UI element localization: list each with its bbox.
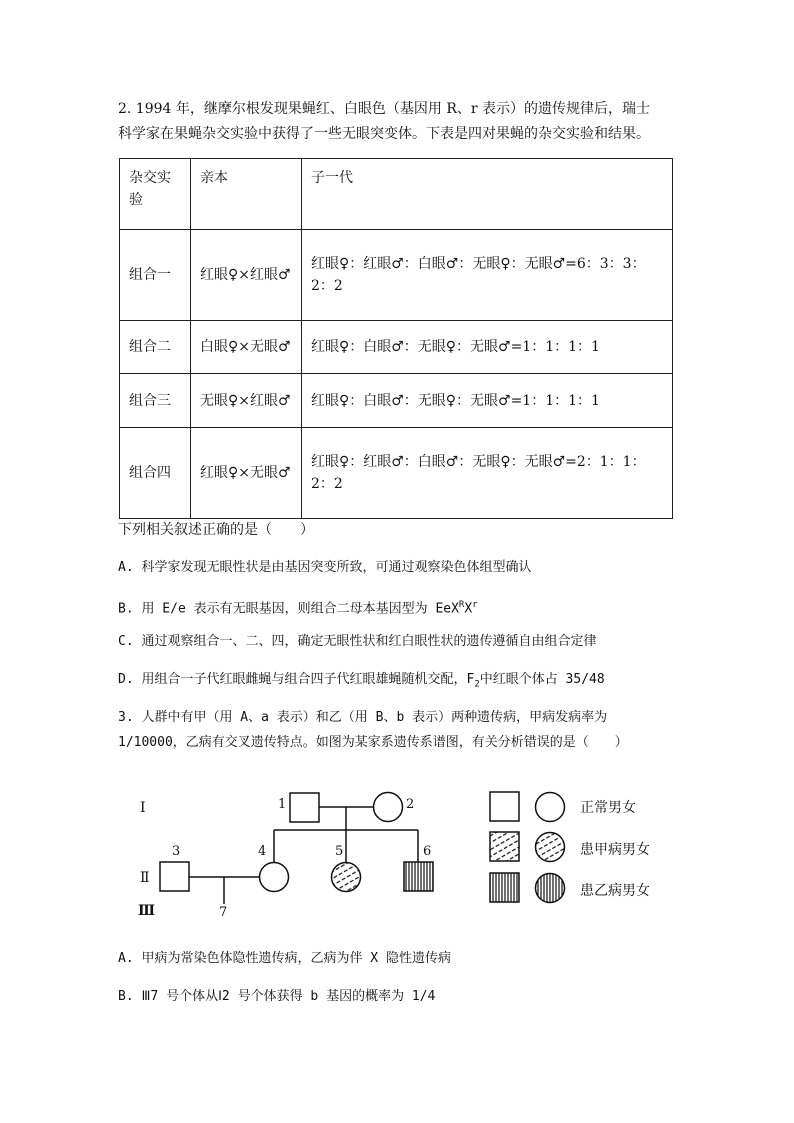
q2-intro-line2: 科学家在果蝇杂交实验中获得了一些无眼突变体。下表是四对果蝇的杂交实验和结果。 [118,126,650,142]
row-name: 组合二 [120,321,191,374]
individual-label-4: 4 [258,844,267,859]
individual-2-female [374,793,403,822]
table-row [120,321,673,374]
legend-disease-a-male [490,832,519,861]
q3-intro-line1: 3. 人群中有甲（用 A、a 表示）和乙（用 B、b 表示）两种遗传病，甲病发病率为 [118,710,608,725]
q3-option-b: B. Ⅲ7 号个体从Ⅰ2 号个体获得 b 基因的概率为 1/4 [118,989,436,1004]
row-parents: 红眼♀×红眼♂ [191,230,302,321]
header-cell: 亲本 [191,159,302,230]
legend-disease-b-male [490,873,519,902]
row-name: 组合四 [120,427,191,518]
row-offspring: 红眼♀：白眼♂：无眼♀：无眼♂=1：1：1：1 [302,321,673,374]
q3-option-a: A. 甲病为常染色体隐性遗传病，乙病为伴 X 隐性遗传病 [118,951,451,966]
q2-question: 下列相关叙述正确的是（ ） [118,522,314,538]
row-offspring: 红眼♀：白眼♂：无眼♀：无眼♂=1：1：1：1 [302,374,673,427]
q2-intro-line1: 2. 1994 年，继摩尔根发现果蝇红、白眼色（基因用 R、r 表示）的遗传规律后，瑞士 [118,101,651,117]
header-cell: 杂交实验 [120,159,191,230]
option-b-x: X [464,601,473,617]
individual-5-female-disease-a [332,863,361,892]
individual-label-6: 6 [423,844,432,859]
individual-label-1: 1 [278,797,287,812]
legend-normal-male [490,792,519,821]
q2-option-a: A. 科学家发现无眼性状是由基因突变所致，可通过观察染色体组型确认 [118,560,532,575]
legend-disease-a-female [536,833,565,862]
row-parents: 白眼♀×无眼♂ [191,321,302,374]
generation-label-3: Ⅲ [138,903,156,919]
q3-intro-line2: 1/10000，乙病有交叉遗传特点。如图为某家系遗传系谱图，有关分析错误的是（ ） [118,735,628,750]
table-row [120,374,673,427]
row-name: 组合一 [120,230,191,321]
cross-table [119,158,673,519]
header-cell: 子一代 [302,159,673,230]
generation-label-1: Ⅰ [140,800,146,816]
individual-3-male [160,862,189,891]
row-parents: 无眼♀×红眼♂ [191,374,302,427]
table-row [120,230,673,321]
legend-normal-female [536,793,565,822]
q2-option-d [118,667,605,698]
individual-1-male [290,793,319,822]
individual-label-3: 3 [172,844,181,859]
individual-label-7: 7 [219,905,228,920]
option-b-sup-r-lower: r [472,600,478,610]
individual-6-male-disease-b [404,862,433,891]
row-offspring: 红眼♀：红眼♂：白眼♂：无眼♀：无眼♂=6：3：3：2：2 [302,230,673,321]
row-offspring: 红眼♀：红眼♂：白眼♂：无眼♀：无眼♂=2：1：1：2：2 [302,427,673,518]
table-row [120,427,673,518]
generation-label-2: Ⅱ [140,870,150,886]
row-parents: 红眼♀×无眼♂ [191,427,302,518]
option-b-text: B. 用 E/e 表示有无眼基因，则组合二母本基因型为 EeX [118,601,459,617]
legend-label-normal: 正常男女 [580,800,636,816]
individual-label-2: 2 [406,797,415,812]
row-name: 组合三 [120,374,191,427]
individual-4-female [260,863,289,892]
q2-option-c: C. 通过观察组合一、二、四，确定无眼性状和红白眼性状的遗传遵循自由组合定律 [118,634,597,649]
option-d-tail: 中红眼个体占 35/48 [479,672,605,687]
table-header-row [120,159,673,230]
q2-option-b [118,592,478,622]
legend-label-disease-a: 患甲病男女 [580,842,650,858]
option-d-text: D. 用组合一子代红眼雌蝇与组合四子代红眼雄蝇随机交配，F [118,672,475,687]
option-d-sub: 2 [474,679,480,690]
legend-label-disease-b: 患乙病男女 [580,883,650,899]
individual-label-5: 5 [335,844,344,859]
legend-disease-b-female [536,874,565,903]
option-b-sup-r-upper: R [458,600,465,610]
